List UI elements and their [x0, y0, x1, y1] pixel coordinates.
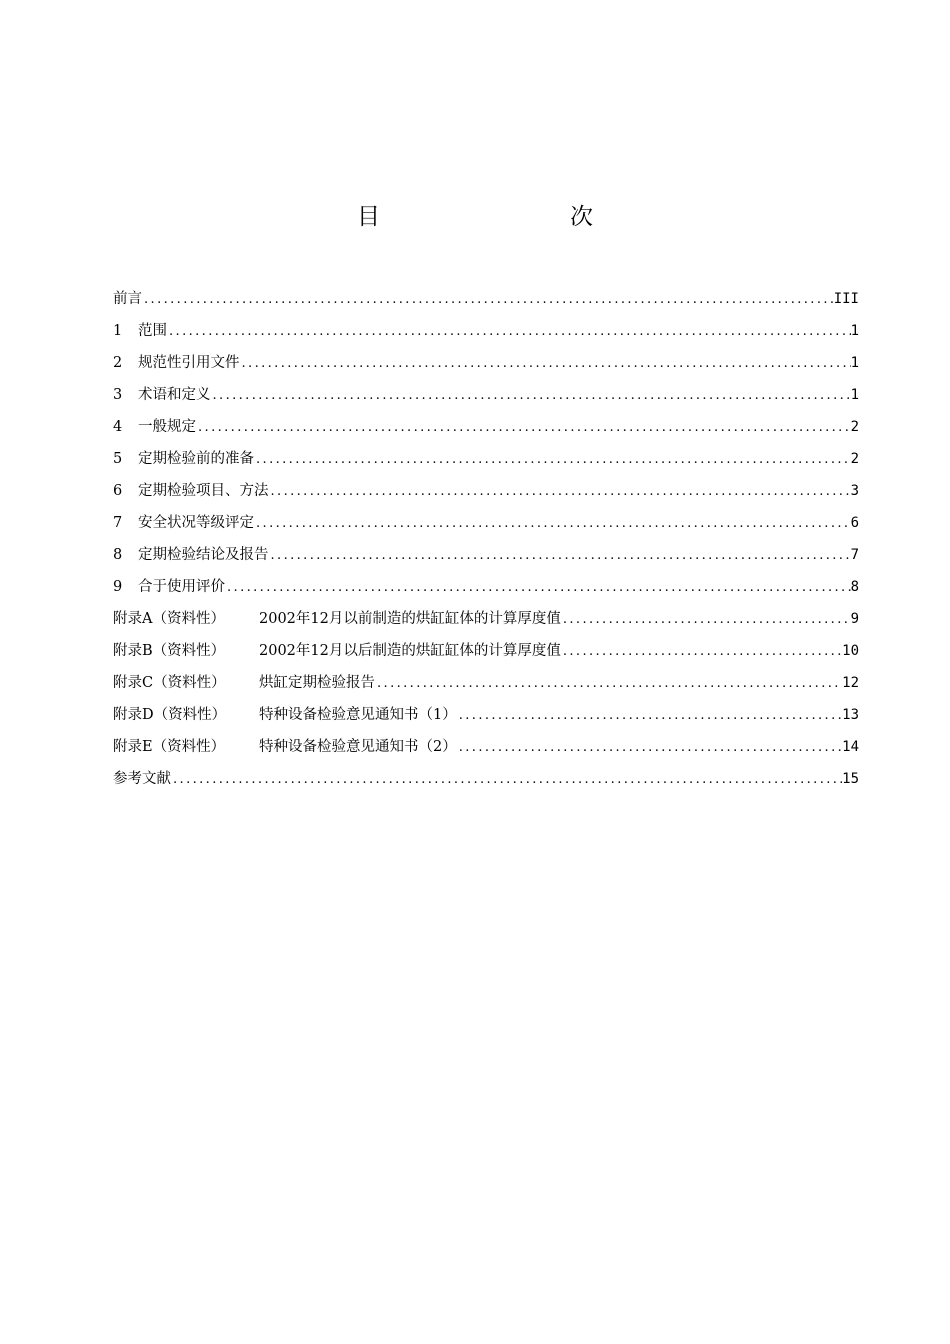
toc-leader — [457, 734, 842, 762]
toc-leader — [269, 542, 851, 570]
toc-leader — [171, 766, 842, 794]
toc-entry-text: 范围 — [138, 323, 167, 339]
toc-leader — [457, 702, 842, 730]
toc-entry-text: 2002年12月以前制造的烘缸缸体的计算厚度值 — [259, 611, 561, 627]
toc-page-number: 8 — [850, 579, 859, 595]
toc-appendix-label: 附录D（资料性） — [113, 707, 227, 723]
toc-entry-text: 特种设备检验意见通知书（1） — [259, 707, 457, 723]
toc-entry-text: 定期检验项目、方法 — [138, 483, 269, 499]
toc-page-number: 10 — [842, 643, 859, 659]
toc-entry-number: 9 — [113, 579, 123, 595]
toc-page-number: 15 — [842, 771, 859, 787]
toc-leader — [254, 446, 851, 474]
toc-page-number: 1 — [850, 355, 859, 371]
toc-appendix-label: 附录E（资料性） — [113, 739, 226, 755]
toc-page-number: 6 — [850, 515, 859, 531]
toc-entry-4[interactable] — [113, 413, 859, 445]
toc-entry-text: 2002年12月以后制造的烘缸缸体的计算厚度值 — [259, 643, 561, 659]
toc-leader — [142, 286, 834, 314]
toc-page-number: 14 — [842, 739, 859, 755]
toc-page-number: 1 — [850, 323, 859, 339]
toc-entry-5[interactable] — [113, 445, 859, 477]
toc-appendix-label: 附录B（资料性） — [113, 643, 226, 659]
toc-entry-8[interactable] — [113, 541, 859, 573]
toc-page-number: 12 — [842, 675, 859, 691]
toc-entry-text: 安全状况等级评定 — [138, 515, 254, 531]
toc-page-number: 9 — [850, 611, 859, 627]
toc-entry-number: 4 — [113, 419, 123, 435]
toc-entry-number: 7 — [113, 515, 123, 531]
toc-leader — [240, 350, 851, 378]
toc-entry-references[interactable] — [113, 765, 859, 797]
toc-leader — [561, 638, 842, 666]
toc-entry-text: 特种设备检验意见通知书（2） — [259, 739, 457, 755]
toc-entry-text: 规范性引用文件 — [138, 355, 240, 371]
toc-appendix-b[interactable] — [113, 637, 859, 669]
toc-entry-number: 8 — [113, 547, 123, 563]
toc-entry-9[interactable] — [113, 573, 859, 605]
toc-page-number: 1 — [850, 387, 859, 403]
toc-leader — [196, 414, 851, 442]
toc-leader — [269, 478, 851, 506]
toc-leader — [167, 318, 851, 346]
toc-entry-text: 前言 — [113, 291, 142, 307]
toc-appendix-label: 附录A（资料性） — [113, 611, 225, 627]
toc-entry-number: 2 — [113, 355, 123, 371]
toc-entry-text: 定期检验前的准备 — [138, 451, 254, 467]
toc-entry-2[interactable] — [113, 349, 859, 381]
toc-page-number: III — [833, 291, 859, 307]
toc-entry-number: 5 — [113, 451, 123, 467]
page-title: 目 次 — [357, 204, 641, 230]
toc-entry-text: 定期检验结论及报告 — [138, 547, 269, 563]
toc-page-number: 2 — [850, 451, 859, 467]
toc-page-number: 13 — [842, 707, 859, 723]
toc-entry-text: 合于使用评价 — [138, 579, 225, 595]
toc-appendix-label: 附录C（资料性） — [113, 675, 226, 691]
toc-appendix-e[interactable] — [113, 733, 859, 765]
toc-leader — [211, 382, 851, 410]
toc-appendix-d[interactable] — [113, 701, 859, 733]
toc-leader — [225, 574, 851, 602]
toc-appendix-a[interactable] — [113, 605, 859, 637]
toc-entry-1[interactable] — [113, 317, 859, 349]
toc-entry-text: 术语和定义 — [138, 387, 211, 403]
toc-leader — [254, 510, 851, 538]
toc-entry-number: 6 — [113, 483, 123, 499]
toc-page-number: 3 — [850, 483, 859, 499]
toc-entry-number: 1 — [113, 323, 123, 339]
toc-appendix-c[interactable] — [113, 669, 859, 701]
table-of-contents — [113, 285, 859, 797]
toc-entry-7[interactable] — [113, 509, 859, 541]
toc-entry-6[interactable] — [113, 477, 859, 509]
toc-entry-text: 一般规定 — [138, 419, 196, 435]
toc-leader — [561, 606, 851, 634]
toc-entry-number: 3 — [113, 387, 123, 403]
toc-page-number: 2 — [850, 419, 859, 435]
toc-leader — [375, 670, 842, 698]
toc-page-number: 7 — [850, 547, 859, 563]
toc-entry-text: 烘缸定期检验报告 — [259, 675, 375, 691]
toc-entry-text: 参考文献 — [113, 771, 171, 787]
toc-entry-3[interactable] — [113, 381, 859, 413]
toc-entry-preface[interactable] — [113, 285, 859, 317]
